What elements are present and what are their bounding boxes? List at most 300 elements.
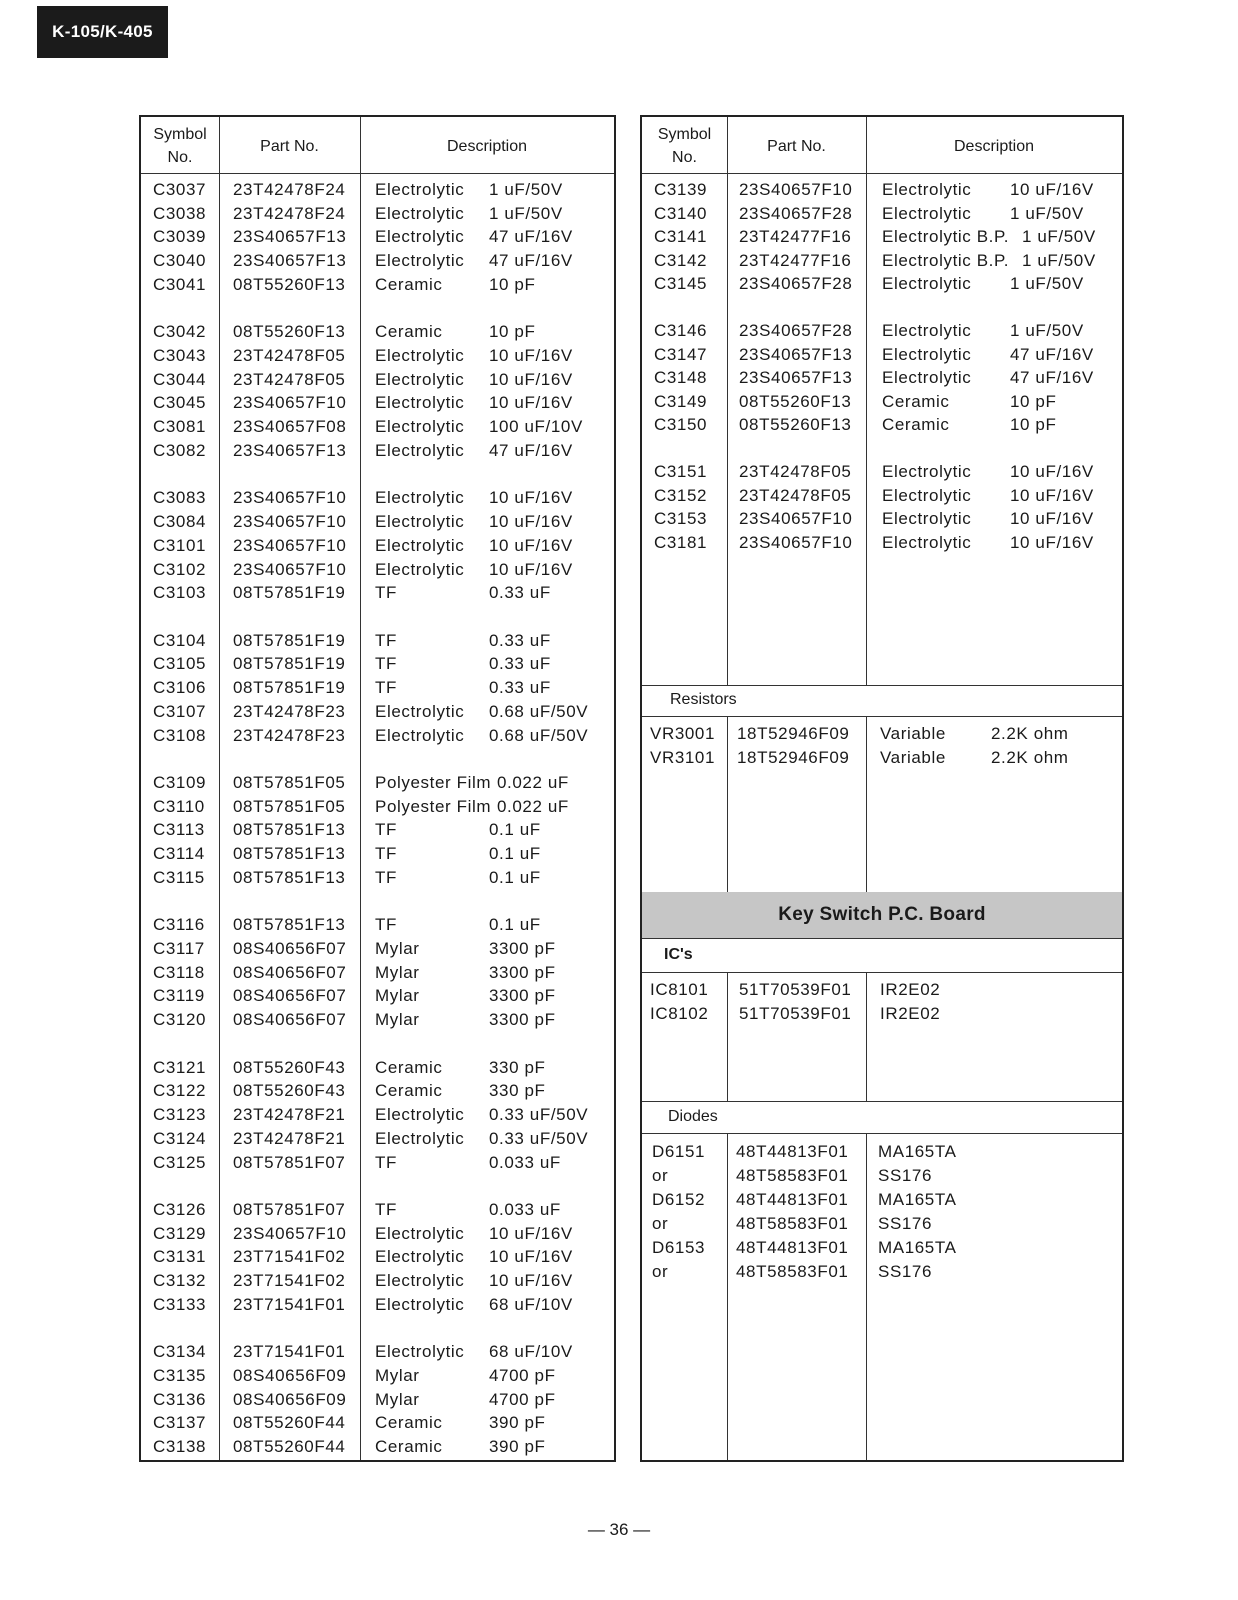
description-value-cell: 0.1 uF xyxy=(489,867,541,887)
part-no-cell: 23S40657F10 xyxy=(233,393,347,413)
symbol-cell: C3124 xyxy=(153,1128,207,1148)
description-type-cell: Ceramic xyxy=(375,1413,443,1433)
part-no-cell: 08T57851F13 xyxy=(233,820,346,840)
description-type-cell: Electrolytic xyxy=(375,346,465,366)
table-row xyxy=(141,629,614,653)
description-type-cell: Ceramic xyxy=(375,322,443,342)
part-no-cell: 23S40657F13 xyxy=(233,227,347,247)
part-no-cell: 48T58583F01 xyxy=(736,1166,849,1185)
part-no-cell: 23S40657F13 xyxy=(233,251,347,271)
symbol-cell: or xyxy=(652,1166,669,1185)
section-divider xyxy=(642,1133,1122,1134)
description-type-cell: Electrolytic xyxy=(375,227,465,247)
table-row xyxy=(642,746,1122,770)
table-row xyxy=(642,343,1122,367)
description-type-cell: Mylar xyxy=(375,1389,420,1409)
symbol-cell: C3134 xyxy=(153,1342,207,1362)
part-no-cell: 23T42477F16 xyxy=(739,250,852,270)
ics-label: IC's xyxy=(664,946,693,963)
page-number: — 36 — xyxy=(587,1520,651,1539)
description-type-cell: Electrolytic xyxy=(882,368,972,387)
table-row xyxy=(642,225,1122,249)
part-no-cell: 23S40657F28 xyxy=(739,274,853,293)
symbol-cell: C3083 xyxy=(153,488,207,508)
symbol-cell: C3104 xyxy=(153,630,207,650)
description-value-cell: 10 uF/16V xyxy=(489,1271,573,1291)
table-row xyxy=(141,581,614,605)
section-divider xyxy=(642,1101,1122,1102)
symbol-cell: C3147 xyxy=(654,344,708,364)
description-type-cell: Ceramic xyxy=(375,274,443,294)
symbol-cell: C3106 xyxy=(153,678,207,698)
section-divider xyxy=(642,972,1122,973)
section-divider xyxy=(642,938,1122,939)
description-type-cell: IR2E02 xyxy=(880,1004,941,1023)
table-row xyxy=(642,413,1122,437)
part-no-cell: 23S40657F10 xyxy=(739,509,853,528)
description-value-cell: 0.033 uF xyxy=(489,1199,561,1219)
symbol-cell: or xyxy=(652,1214,669,1233)
symbol-cell: C3133 xyxy=(153,1294,207,1314)
table-row xyxy=(141,866,614,890)
table-row xyxy=(642,249,1122,273)
description-value-cell: 10 uF/16V xyxy=(1010,180,1094,199)
description-type-cell: Electrolytic xyxy=(375,701,465,721)
symbol-cell: C3108 xyxy=(153,725,207,745)
description-type-cell: Variable xyxy=(880,724,946,743)
symbol-cell: C3041 xyxy=(153,274,207,294)
symbol-cell: C3119 xyxy=(153,986,205,1006)
table-row xyxy=(642,319,1122,343)
table-row xyxy=(642,1260,1122,1284)
description-type-cell: Electrolytic xyxy=(882,462,972,481)
symbol-cell: IC8102 xyxy=(650,1004,709,1023)
description-value-cell: 0.022 uF xyxy=(497,796,569,816)
description-value-cell: 1 uF/50V xyxy=(1022,250,1096,270)
symbol-cell: C3153 xyxy=(654,509,708,528)
description-type-cell: Electrolytic xyxy=(375,488,465,508)
table-row xyxy=(141,1079,614,1103)
description-value-cell: 3300 pF xyxy=(489,962,556,982)
part-no-cell: 23S40657F10 xyxy=(739,532,853,552)
part-no-cell: 08T57851F19 xyxy=(233,654,346,674)
table-row xyxy=(141,225,614,249)
description-value-cell: 10 uF/16V xyxy=(1010,532,1094,552)
description-type-cell: Electrolytic B.P. xyxy=(882,227,1010,246)
description-value-cell: 0.33 uF xyxy=(489,630,551,650)
description-type-cell: TF xyxy=(375,867,397,887)
part-no-cell: 23T42478F21 xyxy=(233,1128,346,1148)
symbol-cell: C3040 xyxy=(153,251,207,271)
part-no-cell: 08T55260F13 xyxy=(233,274,346,294)
table-row xyxy=(642,1140,1122,1164)
description-type-cell: SS176 xyxy=(878,1166,933,1185)
description-value-cell: 3300 pF xyxy=(489,939,556,959)
description-type-cell: Electrolytic xyxy=(375,369,465,389)
part-no-cell: 23T71541F01 xyxy=(233,1342,346,1362)
table-row xyxy=(141,1222,614,1246)
description-type-cell: Mylar xyxy=(375,939,420,959)
part-no-cell: 23T71541F01 xyxy=(233,1294,346,1314)
symbol-cell: C3142 xyxy=(654,250,708,270)
description-value-cell: 330 pF xyxy=(489,1057,546,1077)
description-type-cell: Electrolytic xyxy=(375,1342,465,1362)
part-no-cell: 08T57851F19 xyxy=(233,630,346,650)
description-type-cell: Mylar xyxy=(375,962,420,982)
section-divider xyxy=(642,685,1122,686)
symbol-cell: C3113 xyxy=(153,820,205,840)
symbol-cell: C3135 xyxy=(153,1366,207,1385)
part-no-cell: 23S40657F10 xyxy=(233,488,347,508)
symbol-cell: C3151 xyxy=(654,462,708,481)
part-no-cell: 48T58583F01 xyxy=(736,1214,849,1233)
description-value-cell: 0.33 uF/50V xyxy=(489,1105,589,1125)
part-no-cell: 23T42478F21 xyxy=(233,1105,346,1125)
table-row xyxy=(141,534,614,558)
table-row xyxy=(141,273,614,297)
part-no-cell: 08S40656F07 xyxy=(233,939,347,959)
part-no-cell: 08T55260F13 xyxy=(739,415,852,434)
part-no-cell: 08T57851F13 xyxy=(233,867,346,887)
description-type-cell: Electrolytic xyxy=(375,417,465,437)
section-divider xyxy=(642,716,1122,717)
symbol-cell: or xyxy=(652,1262,669,1281)
description-type-cell: Electrolytic xyxy=(375,1128,465,1148)
symbol-cell: VR3001 xyxy=(650,724,716,743)
description-type-cell: MA165TA xyxy=(878,1142,957,1161)
description-value-cell: 100 uF/10V xyxy=(489,417,583,437)
table-row xyxy=(141,368,614,392)
part-no-cell: 23T42478F05 xyxy=(739,485,852,505)
symbol-cell: C3038 xyxy=(153,203,207,223)
description-type-cell: Electrolytic xyxy=(375,440,465,460)
table-row xyxy=(141,391,614,415)
description-value-cell: 47 uF/16V xyxy=(489,227,573,247)
description-type-cell: Electrolytic xyxy=(375,725,465,745)
table-row xyxy=(141,1151,614,1175)
description-type-cell: Electrolytic xyxy=(375,251,465,271)
part-no-cell: 08T55260F13 xyxy=(233,322,346,342)
description-value-cell: 47 uF/16V xyxy=(489,440,573,460)
symbol-cell: C3126 xyxy=(153,1199,207,1219)
description-type-cell: Electrolytic B.P. xyxy=(882,250,1010,270)
description-value-cell: 0.022 uF xyxy=(497,773,569,792)
description-value-cell: 2.2K ohm xyxy=(991,724,1069,743)
symbol-cell: C3110 xyxy=(153,796,205,816)
description-type-cell: Polyester Film xyxy=(375,773,492,792)
part-no-cell: 23T71541F02 xyxy=(233,1247,346,1267)
table-row xyxy=(141,558,614,582)
diodes-label: Diodes xyxy=(668,1108,718,1125)
symbol-cell: D6153 xyxy=(652,1238,706,1257)
table-row xyxy=(141,818,614,842)
table-row xyxy=(141,1103,614,1127)
part-no-cell: 23S40657F13 xyxy=(233,440,347,460)
symbol-cell: C3138 xyxy=(153,1437,207,1457)
part-no-cell: 08T57851F05 xyxy=(233,773,346,792)
table-row xyxy=(642,202,1122,226)
table-row xyxy=(141,724,614,748)
description-type-cell: Ceramic xyxy=(375,1081,443,1101)
table-row xyxy=(141,984,614,1008)
description-value-cell: 10 uF/16V xyxy=(489,488,573,508)
symbol-cell: C3044 xyxy=(153,369,207,389)
description-type-cell: Electrolytic xyxy=(375,1105,465,1125)
description-value-cell: 4700 pF xyxy=(489,1389,556,1409)
description-value-cell: 47 uF/16V xyxy=(1010,344,1094,364)
part-no-cell: 23S40657F13 xyxy=(739,344,853,364)
description-type-cell: Electrolytic xyxy=(882,274,972,293)
description-type-cell: MA165TA xyxy=(878,1190,957,1209)
table-row xyxy=(141,1056,614,1080)
description-value-cell: 1 uF/50V xyxy=(1022,227,1096,246)
part-no-cell: 08S40656F09 xyxy=(233,1389,347,1409)
table-row xyxy=(141,937,614,961)
part-no-cell: 51T70539F01 xyxy=(739,980,852,999)
table-row xyxy=(141,1008,614,1032)
symbol-cell: C3042 xyxy=(153,322,207,342)
table-row xyxy=(141,1364,614,1388)
table-row xyxy=(642,507,1122,531)
description-value-cell: 2.2K ohm xyxy=(991,748,1069,767)
symbol-cell: C3140 xyxy=(654,203,708,223)
symbol-cell: C3114 xyxy=(153,844,205,864)
symbol-cell: C3131 xyxy=(153,1247,207,1267)
header-symbol-no: Symbol No. xyxy=(153,126,207,166)
description-type-cell: Electrolytic xyxy=(375,535,465,555)
description-type-cell: TF xyxy=(375,583,397,603)
description-type-cell: TF xyxy=(375,915,397,935)
description-value-cell: 0.1 uF xyxy=(489,820,541,840)
description-value-cell: 47 uF/16V xyxy=(1010,368,1094,387)
part-no-cell: 23T42478F23 xyxy=(233,701,346,721)
description-value-cell: 0.68 uF/50V xyxy=(489,701,589,721)
description-type-cell: Electrolytic xyxy=(375,1223,465,1243)
symbol-cell: C3082 xyxy=(153,440,207,460)
parts-table-right xyxy=(640,115,1124,1462)
description-value-cell: 0.33 uF xyxy=(489,654,551,674)
part-no-cell: 08T57851F19 xyxy=(233,583,346,603)
description-value-cell: 10 uF/16V xyxy=(489,535,573,555)
part-no-cell: 08T55260F13 xyxy=(739,391,852,411)
description-type-cell: Electrolytic xyxy=(882,485,972,505)
table-row xyxy=(141,1340,614,1364)
description-type-cell: Electrolytic xyxy=(375,203,465,223)
description-value-cell: 0.1 uF xyxy=(489,844,541,864)
part-no-cell: 08S40656F07 xyxy=(233,1010,347,1030)
table-row xyxy=(642,1002,1122,1026)
part-no-cell: 23T42478F23 xyxy=(233,725,346,745)
table-row xyxy=(642,178,1122,202)
part-no-cell: 23S40657F28 xyxy=(739,321,853,340)
description-type-cell: Mylar xyxy=(375,1010,420,1030)
description-type-cell: TF xyxy=(375,844,397,864)
part-no-cell: 23T42477F16 xyxy=(739,227,852,246)
symbol-cell: C3105 xyxy=(153,654,207,674)
description-value-cell: 330 pF xyxy=(489,1081,546,1101)
symbol-cell: D6152 xyxy=(652,1190,706,1209)
table-row xyxy=(642,460,1122,484)
symbol-cell: C3045 xyxy=(153,393,207,413)
table-row xyxy=(642,978,1122,1002)
table-row xyxy=(141,344,614,368)
part-no-cell: 23T42478F05 xyxy=(233,346,346,366)
description-value-cell: 10 uF/16V xyxy=(489,346,573,366)
table-row xyxy=(141,1293,614,1317)
symbol-cell: C3129 xyxy=(153,1223,207,1243)
parts-table-left xyxy=(139,115,616,1462)
description-value-cell: 10 pF xyxy=(489,322,536,342)
symbol-cell: C3117 xyxy=(153,939,205,959)
table-row xyxy=(642,1164,1122,1188)
description-type-cell: Electrolytic xyxy=(375,1247,465,1267)
symbol-cell: C3039 xyxy=(153,227,207,247)
symbol-cell: VR3101 xyxy=(650,748,716,767)
description-value-cell: 10 uF/16V xyxy=(1010,462,1094,481)
description-type-cell: Mylar xyxy=(375,986,420,1006)
description-value-cell: 10 pF xyxy=(1010,391,1057,411)
description-type-cell: SS176 xyxy=(878,1214,933,1233)
part-no-cell: 23S40657F08 xyxy=(233,417,347,437)
table-row xyxy=(141,1388,614,1412)
part-no-cell: 23T42478F24 xyxy=(233,180,346,199)
symbol-cell: C3137 xyxy=(153,1413,207,1433)
part-no-cell: 08T55260F43 xyxy=(233,1057,346,1077)
symbol-cell: C3181 xyxy=(654,532,708,552)
symbol-cell: C3121 xyxy=(153,1057,207,1077)
description-value-cell: 10 pF xyxy=(489,274,536,294)
symbol-cell: C3123 xyxy=(153,1105,207,1125)
symbol-cell: C3107 xyxy=(153,701,207,721)
table-row xyxy=(141,795,614,819)
part-no-cell: 08T57851F05 xyxy=(233,796,346,816)
symbol-cell: C3148 xyxy=(654,368,708,387)
table-row xyxy=(141,1245,614,1269)
part-no-cell: 08T57851F07 xyxy=(233,1152,346,1172)
symbol-cell: C3115 xyxy=(153,867,205,887)
symbol-cell: C3152 xyxy=(654,485,708,505)
part-no-cell: 08T57851F13 xyxy=(233,915,346,935)
symbol-cell: C3116 xyxy=(153,915,205,935)
description-value-cell: 0.033 uF xyxy=(489,1152,561,1172)
part-no-cell: 18T52946F09 xyxy=(737,724,850,743)
table-row xyxy=(642,1188,1122,1212)
description-type-cell: TF xyxy=(375,1199,397,1219)
symbol-cell: IC8101 xyxy=(650,980,709,999)
header-part-no: Part No. xyxy=(260,137,319,155)
table-row xyxy=(141,1411,614,1435)
symbol-cell: C3136 xyxy=(153,1389,207,1409)
table-row xyxy=(141,652,614,676)
table-row xyxy=(141,415,614,439)
description-value-cell: 3300 pF xyxy=(489,1010,556,1030)
symbol-cell: C3141 xyxy=(654,227,708,246)
description-type-cell: SS176 xyxy=(878,1262,933,1281)
part-no-cell: 23S40657F10 xyxy=(233,1223,347,1243)
part-no-cell: 08T55260F44 xyxy=(233,1437,346,1457)
part-no-cell: 23T71541F02 xyxy=(233,1271,346,1291)
symbol-cell: C3103 xyxy=(153,583,207,603)
table-row xyxy=(642,272,1122,296)
description-value-cell: 0.1 uF xyxy=(489,915,541,935)
part-no-cell: 18T52946F09 xyxy=(737,748,850,767)
symbol-cell: C3043 xyxy=(153,346,207,366)
symbol-cell: D6151 xyxy=(652,1142,706,1161)
description-value-cell: 0.33 uF xyxy=(489,583,551,603)
header-description: Description xyxy=(953,137,1035,155)
part-no-cell: 23S40657F10 xyxy=(739,180,853,199)
description-type-cell: Electrolytic xyxy=(882,509,972,528)
description-value-cell: 10 uF/16V xyxy=(489,559,573,579)
description-type-cell: Electrolytic xyxy=(882,344,972,364)
description-type-cell: Electrolytic xyxy=(375,512,465,532)
table-row xyxy=(141,700,614,724)
description-value-cell: 10 uF/16V xyxy=(489,393,573,413)
description-type-cell: Electrolytic xyxy=(375,1271,465,1291)
symbol-cell: C3118 xyxy=(153,962,205,982)
description-type-cell: Ceramic xyxy=(882,391,950,411)
description-value-cell: 1 uF/50V xyxy=(1010,203,1084,223)
symbol-cell: C3146 xyxy=(654,321,708,340)
symbol-cell: C3122 xyxy=(153,1081,207,1101)
part-no-cell: 48T44813F01 xyxy=(736,1238,849,1257)
table-row xyxy=(642,531,1122,555)
description-type-cell: Electrolytic xyxy=(882,203,972,223)
description-type-cell: Ceramic xyxy=(882,415,950,434)
part-no-cell: 23T42478F24 xyxy=(233,203,346,223)
description-value-cell: 0.68 uF/50V xyxy=(489,725,589,745)
description-type-cell: TF xyxy=(375,654,397,674)
description-type-cell: TF xyxy=(375,820,397,840)
part-no-cell: 08T55260F44 xyxy=(233,1413,346,1433)
description-type-cell: Electrolytic xyxy=(375,559,465,579)
description-value-cell: 10 uF/16V xyxy=(1010,509,1094,528)
table-row xyxy=(141,178,614,202)
description-value-cell: 4700 pF xyxy=(489,1366,556,1385)
description-value-cell: 10 uF/16V xyxy=(489,1247,573,1267)
description-type-cell: IR2E02 xyxy=(880,980,941,999)
symbol-cell: C3102 xyxy=(153,559,207,579)
description-type-cell: Electrolytic xyxy=(375,180,465,199)
description-type-cell: Electrolytic xyxy=(882,180,972,199)
part-no-cell: 23T42478F05 xyxy=(739,462,852,481)
part-no-cell: 08S40656F07 xyxy=(233,986,347,1006)
header-part-no: Part No. xyxy=(767,137,826,155)
description-value-cell: 390 pF xyxy=(489,1437,546,1457)
part-no-cell: 08T57851F19 xyxy=(233,678,346,698)
description-value-cell: 1 uF/50V xyxy=(489,180,563,199)
symbol-cell: C3150 xyxy=(654,415,708,434)
part-no-cell: 23S40657F10 xyxy=(233,512,347,532)
part-no-cell: 08T55260F43 xyxy=(233,1081,346,1101)
key-switch-board-banner: Key Switch P.C. Board xyxy=(642,892,1122,938)
description-type-cell: Mylar xyxy=(375,1366,420,1385)
description-value-cell: 0.33 uF/50V xyxy=(489,1128,589,1148)
description-value-cell: 10 pF xyxy=(1010,415,1057,434)
symbol-cell: C3149 xyxy=(654,391,708,411)
symbol-cell: C3101 xyxy=(153,535,207,555)
description-value-cell: 10 uF/16V xyxy=(489,1223,573,1243)
table-row xyxy=(141,439,614,463)
resistors-label: Resistors xyxy=(670,691,737,708)
table-row xyxy=(141,961,614,985)
description-type-cell: Polyester Film xyxy=(375,796,492,816)
table-row xyxy=(642,722,1122,746)
description-value-cell: 68 uF/10V xyxy=(489,1294,573,1314)
symbol-cell: C3109 xyxy=(153,773,207,792)
table-row xyxy=(141,202,614,226)
table-row xyxy=(141,1269,614,1293)
